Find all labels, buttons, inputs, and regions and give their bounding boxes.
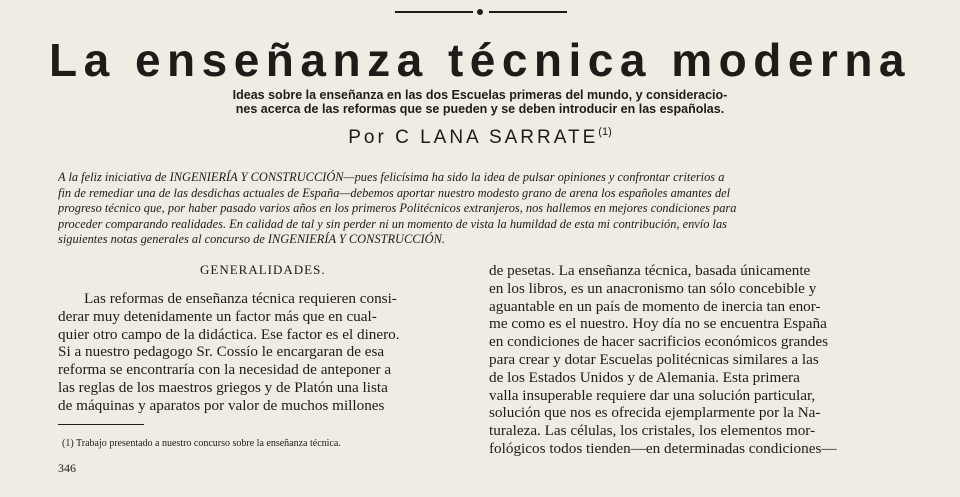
article-title: La enseñanza técnica moderna <box>48 34 912 86</box>
article-subtitle <box>120 88 840 116</box>
subtitle-line: Ideas sobre la enseñanza en las dos Escuelas primeras del mundo, y consideracio- <box>232 88 728 102</box>
intro-line: progreso técnico que, por haber pasado varios años en los primeros Politécnicos extranjeros, nos hallemos en mejores condiciones para <box>58 201 737 216</box>
subtitle-line: nes acerca de las reformas que se pueden y se deben introducir en las españolas. <box>235 102 725 116</box>
author-name: Por C LANA SARRATE <box>348 127 599 148</box>
text-line: quier otro campo de la didáctica. Ese factor es el dinero. <box>58 325 400 343</box>
text-line: en condiciones de hacer sacrificios económicos grandes <box>489 333 829 351</box>
header-ornament <box>395 9 567 15</box>
intro-paragraph <box>58 170 904 248</box>
text-line: Si a nuestro pedagogo Sr. Cossío le encargaran de esa <box>58 343 385 361</box>
footnote-reference: (1) <box>598 126 612 138</box>
left-column-text <box>58 290 472 415</box>
text-line: derar muy detenidamente un factor más que en cual- <box>58 307 377 325</box>
text-line: de máquinas y aparatos por valor de muchos millones <box>58 396 385 414</box>
footnote-divider <box>58 424 144 425</box>
text-line: turaleza. Las células, los cristales, los elementos mor- <box>489 422 816 440</box>
author-byline <box>0 126 960 149</box>
section-heading: GENERALIDADES. <box>200 262 326 277</box>
text-line: solución que nos es ofrecida ejemplarmente por la Na- <box>489 404 821 422</box>
left-column <box>58 262 472 415</box>
right-column-text <box>489 262 907 458</box>
text-line: de pesetas. La enseñanza técnica, basada únicamente <box>489 262 811 279</box>
intro-line: A la feliz iniciativa de INGENIERÍA Y CONSTRUCCIÓN—pues felicísima ha sido la idea de pulsar opiniones y confrontar criterios a <box>58 170 725 184</box>
text-line: de los Estados Unidos y de Alemania. Esta primera <box>489 368 800 386</box>
text-line: valla insuperable requiere dar una solución particular, <box>489 386 816 404</box>
footnote: (1) Trabajo presentado a nuestro concurso sobre la enseñanza técnica. <box>62 438 341 449</box>
page-number: 346 <box>58 461 76 475</box>
ornament-rule-left <box>395 11 473 13</box>
intro-line: proceder comparando realidades. En calidad de tal y sin perder ni un momento de vista la humildad de esta mi contribución, envío las <box>58 216 727 231</box>
ornament-rule-right <box>489 11 567 13</box>
text-line: me como es el nuestro. Hoy día no se encuentra España <box>489 315 827 333</box>
text-line: Las reformas de enseñanza técnica requieren consi- <box>84 290 397 307</box>
intro-line: fin de remediar una de las desdichas actuales de España—debemos aportar nuestro modesto grano de arena los españoles amantes del <box>58 185 731 200</box>
ornament-dot <box>477 9 483 15</box>
text-line: fológicos todos tienden—en determinadas condiciones— <box>489 439 837 457</box>
text-line: aguantable en un país de momento de inercia tan enor- <box>489 297 821 315</box>
intro-line: siguientes notas generales al concurso de INGENIERÍA Y CONSTRUCCIÓN. <box>58 232 445 247</box>
text-line: para crear y dotar Escuelas politécnicas similares a las <box>489 350 819 368</box>
text-line: las reglas de los maestros griegos y de Platón una lista <box>58 378 388 396</box>
text-line: reforma se encontraría con la necesidad de anteponer a <box>58 361 392 379</box>
text-line: en los libros, es un anacronismo tan sólo concebible y <box>489 279 817 297</box>
